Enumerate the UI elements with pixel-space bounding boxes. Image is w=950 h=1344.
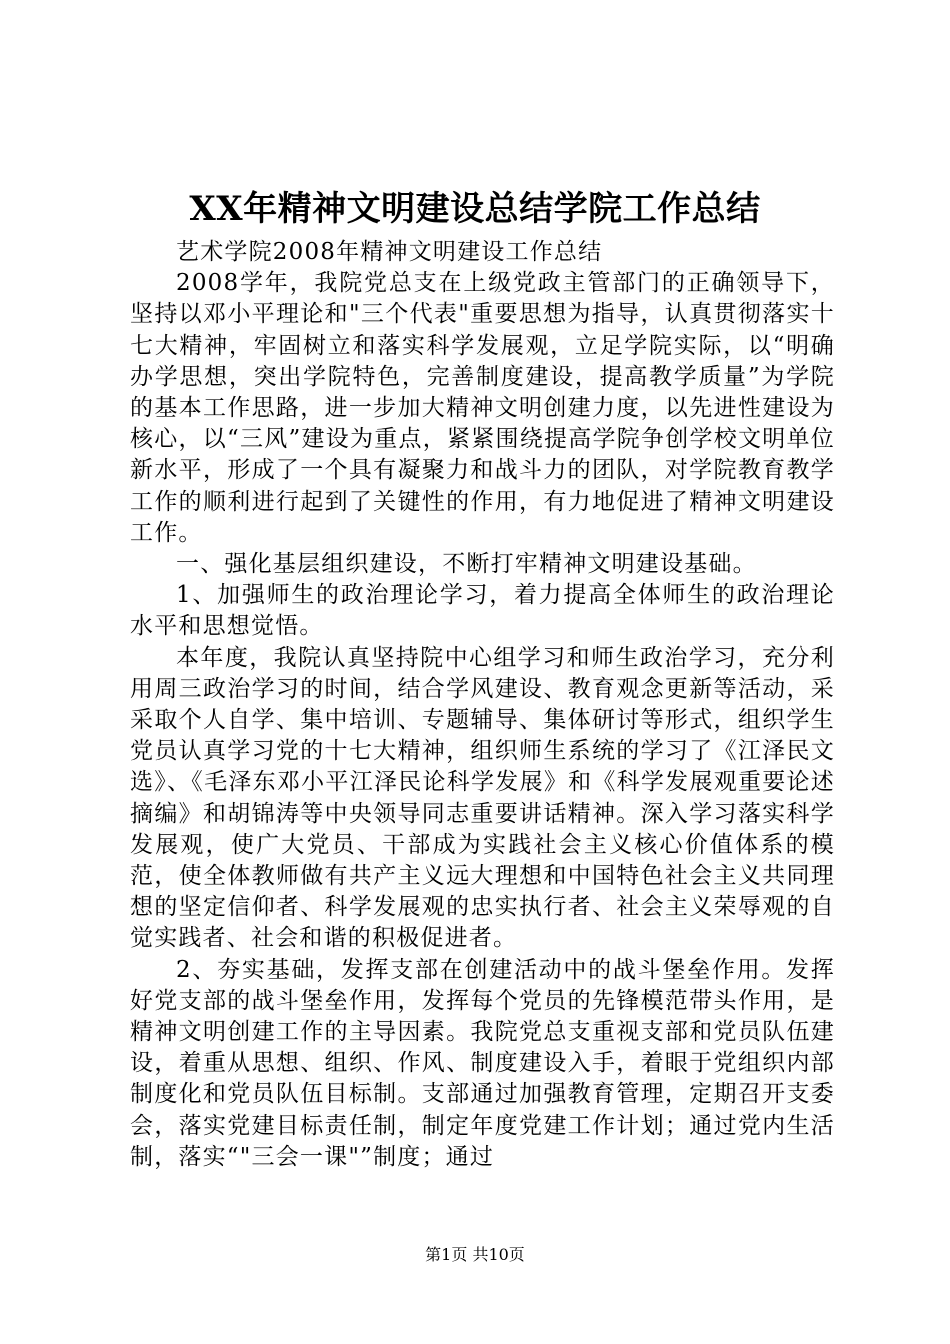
paragraph-study: 本年度，我院认真坚持院中心组学习和师生政治学习，充分利用周三政治学习的时间，结合学风建设、教育观念更新等活动，采采取个人自学、集中培训、专题辅导、集体研讨等形式，组织学生党员认真学习党的十七大精神，组织师生系统的学习了《江泽民文选》、《毛泽东邓小平江泽民论科学发展》和《科学发展观重要论述摘编》和胡锦涛等中央领导同志重要讲话精神。深入学习落实科学发展观，使广大党员、干部成为实践社会主义核心价值体系的模范，使全体教师做有共产主义远大理想和中国特色社会主义共同理想的坚定信仰者、科学发展观的忠实执行者、社会主义荣辱观的自觉实践者、社会和谐的积极促进者。 bbox=[130, 644, 835, 952]
page-number: 第1页 共10页 bbox=[425, 1245, 525, 1264]
subsection-heading-1: 1、加强师生的政治理论学习，着力提高全体师生的政治理论水平和思想觉悟。 bbox=[130, 582, 835, 640]
paragraph-subtitle: 艺术学院2008年精神文明建设工作总结 bbox=[176, 239, 603, 265]
document-body bbox=[130, 237, 835, 1173]
document-title: XX年精神文明建设总结学院工作总结 bbox=[189, 189, 761, 229]
paragraph-foundation: 2、夯实基础，发挥支部在创建活动中的战斗堡垒作用。发挥好党支部的战斗堡垒作用，发挥每个党员的先锋模范带头作用，是精神文明创建工作的主导因素。我院党总支重视支部和党员队伍建设，着重从思想、组织、作风、制度建设入手，着眼于党组织内部制度化和党员队伍目标制。支部通过加强教育管理，定期召开支委会，落实党建目标责任制，制定年度党建工作计划；通过党内生活制，落实“"三会一课"”制度；通过 bbox=[130, 956, 835, 1170]
paragraph-intro: 2008学年，我院党总支在上级党政主管部门的正确领导下，坚持以邓小平理论和"三个代表"重要思想为指导，认真贯彻落实十七大精神，牢固树立和落实科学发展观，立足学院实际，以“明确办学思想，突出学院特色，完善制度建设，提高教学质量”为学院的基本工作思路，进一步加大精神文明创建力度，以先进性建设为核心，以“三风”建设为重点，紧紧围绕提高学院争创学校文明单位新水平，形成了一个具有凝聚力和战斗力的团队，对学院教育教学工作的顺利进行起到了关键性的作用，有力地促进了精神文明建设工作。 bbox=[130, 270, 835, 546]
section-heading-1: 一、强化基层组织建设，不断打牢精神文明建设基础。 bbox=[176, 551, 757, 578]
